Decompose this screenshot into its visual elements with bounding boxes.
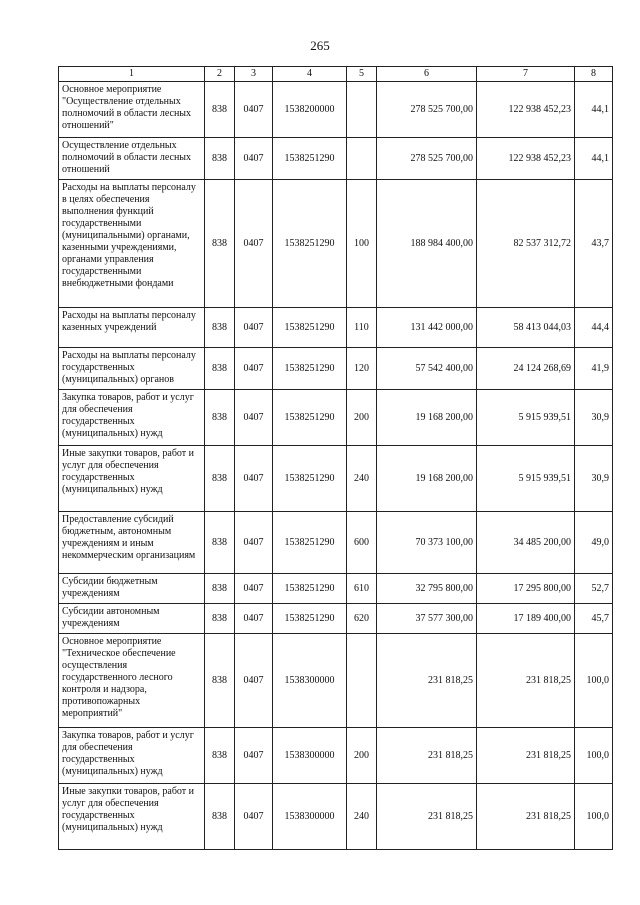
row-col8: 44,1 [575,82,613,138]
row-col3: 0407 [235,604,273,634]
header-col-8: 8 [575,67,613,82]
header-col-7: 7 [477,67,575,82]
row-name: Расходы на выплаты персоналу государственных (муниципальных) органов [59,348,205,390]
row-col2: 838 [205,604,235,634]
row-col6: 57 542 400,00 [377,348,477,390]
header-col-3: 3 [235,67,273,82]
row-col6: 231 818,25 [377,728,477,784]
budget-table [58,66,613,850]
row-col8: 30,9 [575,390,613,446]
row-col8: 41,9 [575,348,613,390]
row-col3: 0407 [235,512,273,574]
row-col4: 1538251290 [273,574,347,604]
row-col8: 43,7 [575,180,613,308]
table-row [59,784,613,850]
row-col8: 45,7 [575,604,613,634]
row-name: Расходы на выплаты персоналу в целях обеспечения выполнения функций государственными (муниципальными) органами, казенными учреждениями, органами управления государственными внебюджетными фондами [59,180,205,308]
table-row [59,82,613,138]
row-col2: 838 [205,634,235,728]
row-name: Закупка товаров, работ и услуг для обеспечения государственных (муниципальных) нужд [59,728,205,784]
row-col2: 838 [205,784,235,850]
row-col8: 100,0 [575,728,613,784]
row-name: Субсидии автономным учреждениям [59,604,205,634]
row-col6: 231 818,25 [377,784,477,850]
row-col5: 610 [347,574,377,604]
row-col2: 838 [205,446,235,512]
row-col6: 278 525 700,00 [377,82,477,138]
row-col6: 231 818,25 [377,634,477,728]
row-col3: 0407 [235,574,273,604]
row-col2: 838 [205,138,235,180]
row-col6: 19 168 200,00 [377,446,477,512]
row-col3: 0407 [235,138,273,180]
row-col8: 44,4 [575,308,613,348]
row-col8: 44,1 [575,138,613,180]
row-col4: 1538251290 [273,446,347,512]
row-col7: 34 485 200,00 [477,512,575,574]
row-col8: 30,9 [575,446,613,512]
row-col8: 100,0 [575,784,613,850]
row-col3: 0407 [235,82,273,138]
row-name: Предоставление субсидий бюджетным, автономным учреждениям и иным некоммерческим организациям [59,512,205,574]
row-col7: 5 915 939,51 [477,390,575,446]
row-col7: 58 413 044,03 [477,308,575,348]
row-col6: 70 373 100,00 [377,512,477,574]
row-col5: 120 [347,348,377,390]
table-row [59,634,613,728]
table-row [59,138,613,180]
row-col5: 200 [347,390,377,446]
row-col2: 838 [205,348,235,390]
row-col6: 37 577 300,00 [377,604,477,634]
row-col2: 838 [205,390,235,446]
row-col3: 0407 [235,446,273,512]
row-col3: 0407 [235,308,273,348]
row-col6: 131 442 000,00 [377,308,477,348]
row-col2: 838 [205,512,235,574]
row-col4: 1538251290 [273,308,347,348]
row-col3: 0407 [235,728,273,784]
table-row [59,390,613,446]
row-col4: 1538251290 [273,348,347,390]
row-col8: 49,0 [575,512,613,574]
row-col4: 1538251290 [273,180,347,308]
row-col6: 19 168 200,00 [377,390,477,446]
row-col3: 0407 [235,634,273,728]
row-col3: 0407 [235,180,273,308]
row-col5: 620 [347,604,377,634]
row-name: Основное мероприятие "Осуществление отдельных полномочий в области лесных отношений" [59,82,205,138]
row-col7: 17 189 400,00 [477,604,575,634]
row-col5: 240 [347,446,377,512]
row-name: Закупка товаров, работ и услуг для обеспечения государственных (муниципальных) нужд [59,390,205,446]
row-col4: 1538300000 [273,728,347,784]
row-col5: 240 [347,784,377,850]
row-col7: 231 818,25 [477,728,575,784]
row-name: Осуществление отдельных полномочий в области лесных отношений [59,138,205,180]
table-row [59,308,613,348]
row-col5 [347,138,377,180]
row-col7: 231 818,25 [477,784,575,850]
row-col2: 838 [205,574,235,604]
row-col6: 32 795 800,00 [377,574,477,604]
page-number: 265 [310,38,330,53]
row-col4: 1538300000 [273,784,347,850]
row-name: Иные закупки товаров, работ и услуг для обеспечения государственных (муниципальных) нужд [59,446,205,512]
row-col7: 231 818,25 [477,634,575,728]
table-row [59,180,613,308]
row-col4: 1538300000 [273,634,347,728]
row-col7: 122 938 452,23 [477,138,575,180]
table-row [59,512,613,574]
row-col6: 278 525 700,00 [377,138,477,180]
row-col2: 838 [205,82,235,138]
row-col7: 82 537 312,72 [477,180,575,308]
row-col4: 1538251290 [273,604,347,634]
row-col5 [347,82,377,138]
row-col4: 1538251290 [273,390,347,446]
row-col4: 1538251290 [273,512,347,574]
row-col8: 100,0 [575,634,613,728]
row-col5: 600 [347,512,377,574]
row-name: Расходы на выплаты персоналу казенных учреждений [59,308,205,348]
header-col-6: 6 [377,67,477,82]
table-row [59,574,613,604]
row-name: Иные закупки товаров, работ и услуг для обеспечения государственных (муниципальных) нужд [59,784,205,850]
row-col2: 838 [205,308,235,348]
row-name: Основное мероприятие "Техническое обеспечение осуществления государственного лесного контроля и надзора, противопожарных мероприятий" [59,634,205,728]
header-col-1: 1 [59,67,205,82]
header-row [59,67,613,82]
row-col5: 200 [347,728,377,784]
row-col7: 24 124 268,69 [477,348,575,390]
row-col7: 17 295 800,00 [477,574,575,604]
row-col4: 1538251290 [273,138,347,180]
row-col2: 838 [205,728,235,784]
row-col2: 838 [205,180,235,308]
row-col7: 5 915 939,51 [477,446,575,512]
header-col-2: 2 [205,67,235,82]
row-col3: 0407 [235,784,273,850]
row-col3: 0407 [235,390,273,446]
row-name: Субсидии бюджетным учреждениям [59,574,205,604]
row-col6: 188 984 400,00 [377,180,477,308]
row-col7: 122 938 452,23 [477,82,575,138]
row-col3: 0407 [235,348,273,390]
table-row [59,348,613,390]
table-row [59,728,613,784]
table-row [59,604,613,634]
table-row [59,446,613,512]
row-col5 [347,634,377,728]
row-col4: 1538200000 [273,82,347,138]
row-col8: 52,7 [575,574,613,604]
row-col5: 110 [347,308,377,348]
header-col-5: 5 [347,67,377,82]
header-col-4: 4 [273,67,347,82]
row-col5: 100 [347,180,377,308]
